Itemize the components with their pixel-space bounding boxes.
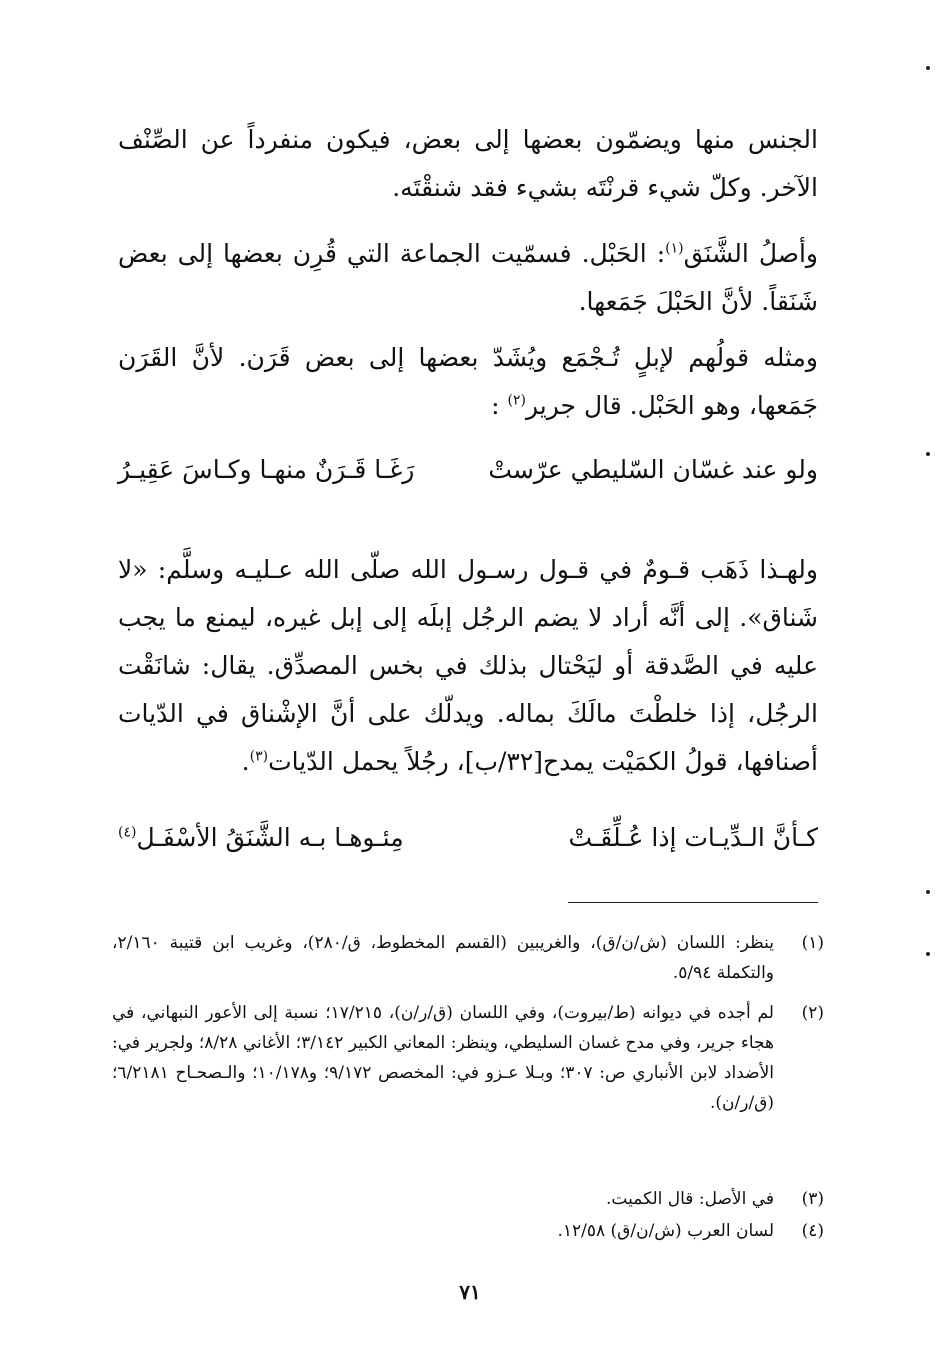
- scan-speck: [926, 952, 930, 956]
- paragraph-1-text: الجنس منها ويضمّون بعضها إلى بعض، فيكون منفرداً عن الصِّنْف الآخر. وكلّ شيء قرنْتَه بشيء فقد شنقْتَه.: [118, 125, 818, 202]
- footnote-ref-2: (٢): [507, 392, 526, 409]
- footnote-1-number: (١): [801, 933, 824, 953]
- footnote-ref-4: (٤): [118, 824, 137, 841]
- paragraph-4: [118, 546, 818, 786]
- verse-2-second-hemistich-text: مِئـوهـا بـه الشَّنَقُ الأسْفَـل: [136, 823, 404, 852]
- footnote-2-number: (٢): [801, 1003, 824, 1023]
- footnote-4-text: لسان العرب (ش/ن/ق) ١٢/٥٨.: [557, 1221, 774, 1241]
- scan-speck: [926, 452, 930, 456]
- verse-1-first-hemistich: ولو عند غسّان السّليطي عرّستْ: [488, 455, 818, 484]
- footnote-1-text: ينظر: اللسان (ش/ن/ق)، والغريبين (القسم المخطوط، ق/٢٨٠)، وغريب ابن قتيبة ٢/١٦٠، والتكملة ٥/٩٤.: [112, 933, 774, 983]
- footnote-ref-3: (٣): [249, 748, 269, 765]
- paragraph-3: [118, 334, 818, 430]
- scan-speck: [926, 66, 930, 70]
- paragraph-4-text-a: ولهـذا ذَهَب قـومٌ في قـول رسـول الله صلّى الله عـليـه وسلَّم: «لا شَناق». إلى أنَّه أراد لا يضم الرجُل إبلَه إلى إبل غيره، ليمنع ما يجب عليه في الصَّدقة أو ليَحْتال بذلك في بخس المصدِّق. يقال: شانَقْت الرجُل، إذا خلطْتَ مالَكَ بماله. ويدلّك على أنَّ الإشْناق في الدّيات أصنافها، قولُ الكمَيْت يمدح[٣٢/ب]، رجُلاً يحمل الدّيات: [118, 555, 818, 776]
- footnote-3-text: في الأصل: قال الكميت.: [606, 1189, 774, 1209]
- footnote-1: [112, 928, 824, 988]
- footnote-4: [112, 1216, 824, 1246]
- footnote-separator: [568, 902, 818, 903]
- page-number: ٧١: [459, 1280, 481, 1304]
- verse-2-first-hemistich: كـأنَّ الـدِّيـات إذا عُـلِّقَـتْ: [568, 823, 818, 852]
- footnote-2: [112, 998, 824, 1118]
- verse-2: [118, 814, 818, 862]
- paragraph-2: [118, 230, 818, 326]
- verse-1: [118, 446, 818, 494]
- paragraph-3-text-a: ومثله قولُهم لإبلٍ تُـجْمَع ويُشَدّ بعضها إلى بعض قَرَن. لأنَّ القَرَن جَمَعها، وهو الحَبْل. قال جرير: [118, 343, 818, 420]
- footnote-ref-1: (١): [665, 240, 684, 257]
- footnote-3: [112, 1184, 824, 1214]
- verse-2-second-hemistich: [118, 814, 404, 862]
- paragraph-3-text-b: :: [491, 391, 508, 420]
- paragraph-2-text-a: وأصلُ الشَّنَق: [683, 239, 818, 268]
- footnote-2-text: لم أجده في ديوانه (ط/بيروت)، وفي اللسان (ق/ر/ن)، ١٧/٢١٥؛ نسبة إلى الأعور النبهاني، في هجاء جرير، وفي مدح غسان السليطي، وينظر: المعاني الكبير ٣/١٤٢؛ الأغاني ٨/٢٨؛ ولجرير في: الأضداد لابن الأنباري ص: ٣٠٧؛ وبـلا عـزو في: المخصص ٩/١٧٢؛ و١٠/١٧٨؛ والـصحـاح ٦/٢١٨١؛ (ق/ر/ن).: [112, 1003, 774, 1113]
- footnote-4-number: (٤): [801, 1221, 824, 1241]
- paragraph-2-text-b: : الحَبْل. فسمّيت الجماعة التي قُرِن بعضها إلى بعض شَنَقاً. لأنَّ الحَبْلَ جَمَعها.: [118, 239, 818, 316]
- verse-1-second-hemistich: رَغَـا قَـرَنٌ منهـا وكـاسَ عَقِيـرُ: [118, 455, 415, 484]
- scan-speck: [926, 890, 930, 894]
- paragraph-1: [118, 116, 818, 212]
- footnote-3-number: (٣): [801, 1189, 824, 1209]
- paragraph-4-text-b: .: [241, 747, 250, 776]
